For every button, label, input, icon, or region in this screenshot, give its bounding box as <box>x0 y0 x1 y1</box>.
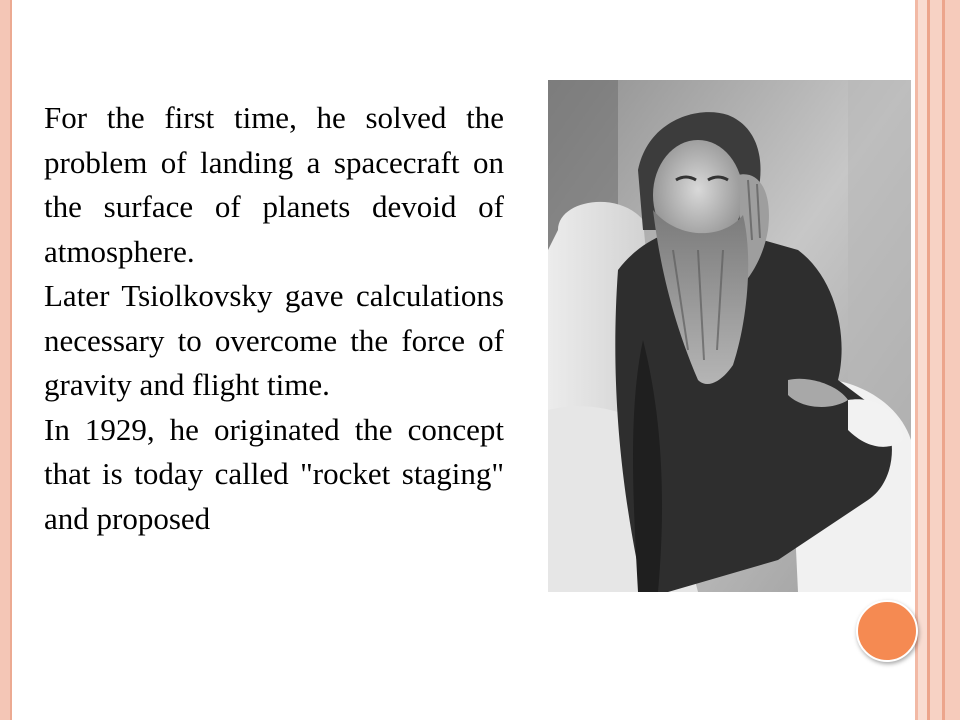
body-text <box>44 96 504 541</box>
right-decorative-stripes <box>915 0 960 720</box>
left-border-strip <box>0 0 10 720</box>
left-border-edge <box>10 0 12 720</box>
stripe <box>918 0 927 720</box>
stripe <box>930 0 942 720</box>
paragraph-landing: For the first time, he solved the problem of landing a spacecraft on the surface of planets devoid of atmosphere. <box>44 100 504 269</box>
portrait-photo <box>548 80 911 592</box>
paragraph-gravity: Later Tsiolkovsky gave calculations necessary to overcome the force of gravity and flight time. <box>44 278 504 402</box>
stripe <box>945 0 960 720</box>
orange-circle-decoration <box>856 600 918 662</box>
paragraph-staging: In 1929, he originated the concept that is today called "rocket staging" and proposed <box>44 411 504 536</box>
